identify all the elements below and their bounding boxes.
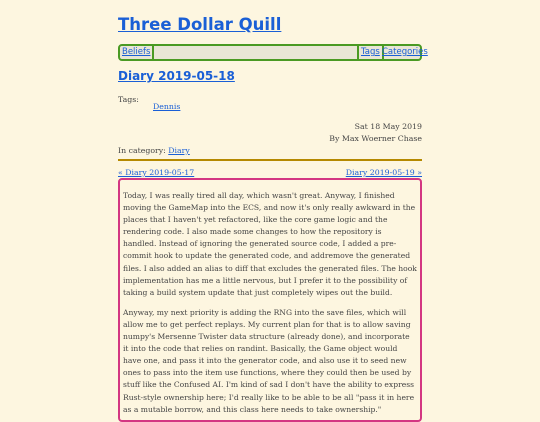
tags-label: Tags: <box>118 95 139 104</box>
post-content <box>118 178 422 422</box>
nav-link-beliefs[interactable]: Beliefs <box>122 46 154 59</box>
prev-post-link[interactable]: « Diary 2019-05-17 <box>118 168 195 177</box>
post-author: By Max Woerner Chase <box>329 134 422 143</box>
post-title-link[interactable]: Diary 2019-05-18 <box>118 69 235 83</box>
nav-link-categories[interactable]: Categories <box>382 47 428 57</box>
divider <box>118 159 422 161</box>
site-title-link[interactable]: Three Dollar Quill <box>118 15 282 34</box>
post-date: Sat 18 May 2019 <box>354 122 422 131</box>
next-post-link[interactable]: Diary 2019-05-19 » <box>345 168 422 177</box>
category-label: In category: <box>118 146 169 155</box>
category-link-diary[interactable]: Diary <box>168 146 190 155</box>
nav-link-tags[interactable]: Tags <box>357 46 384 59</box>
content-paragraph: Today, I was really tired all day, which wasn't great. Anyway, I finished moving the GameMap into the ECS, and now it's only really awkward in the places that I haven't yet refactored, like the core game logic and the rendering code. I also made some changes to how the repository is handled. Instead of ignoring the generated source code, I added a pre-commit hook to update the generated code, and addremove the generated files. I also added an alias to diff that excludes the generated files. The hook implementation has me a little nervous, but I prefer it to the possibility of taking a build system update that just completely wipes out the build. <box>123 191 417 297</box>
category-line <box>118 146 190 155</box>
content-paragraph: Anyway, my next priority is adding the RNG into the save files, which will allow me to get perfect replays. My current plan for that is to allow saving numpy's Mersenne Twister data structure (already done), and incorporate it into the code that relies on randint. Basically, the Game object would have one, and pass it into the generator code, and also use it to seed new ones to pass into the item use functions, where they could then be used by stuff like the Confused AI. I'm kind of sad I don't have the ability to express Rust-style ownership here; I'd really like to be able to be all "pass it in here as a mutable borrow, and this class here needs to take ownership." <box>123 307 415 414</box>
tag-link-dennis[interactable]: Dennis <box>153 102 181 111</box>
nav-bar <box>118 44 428 61</box>
